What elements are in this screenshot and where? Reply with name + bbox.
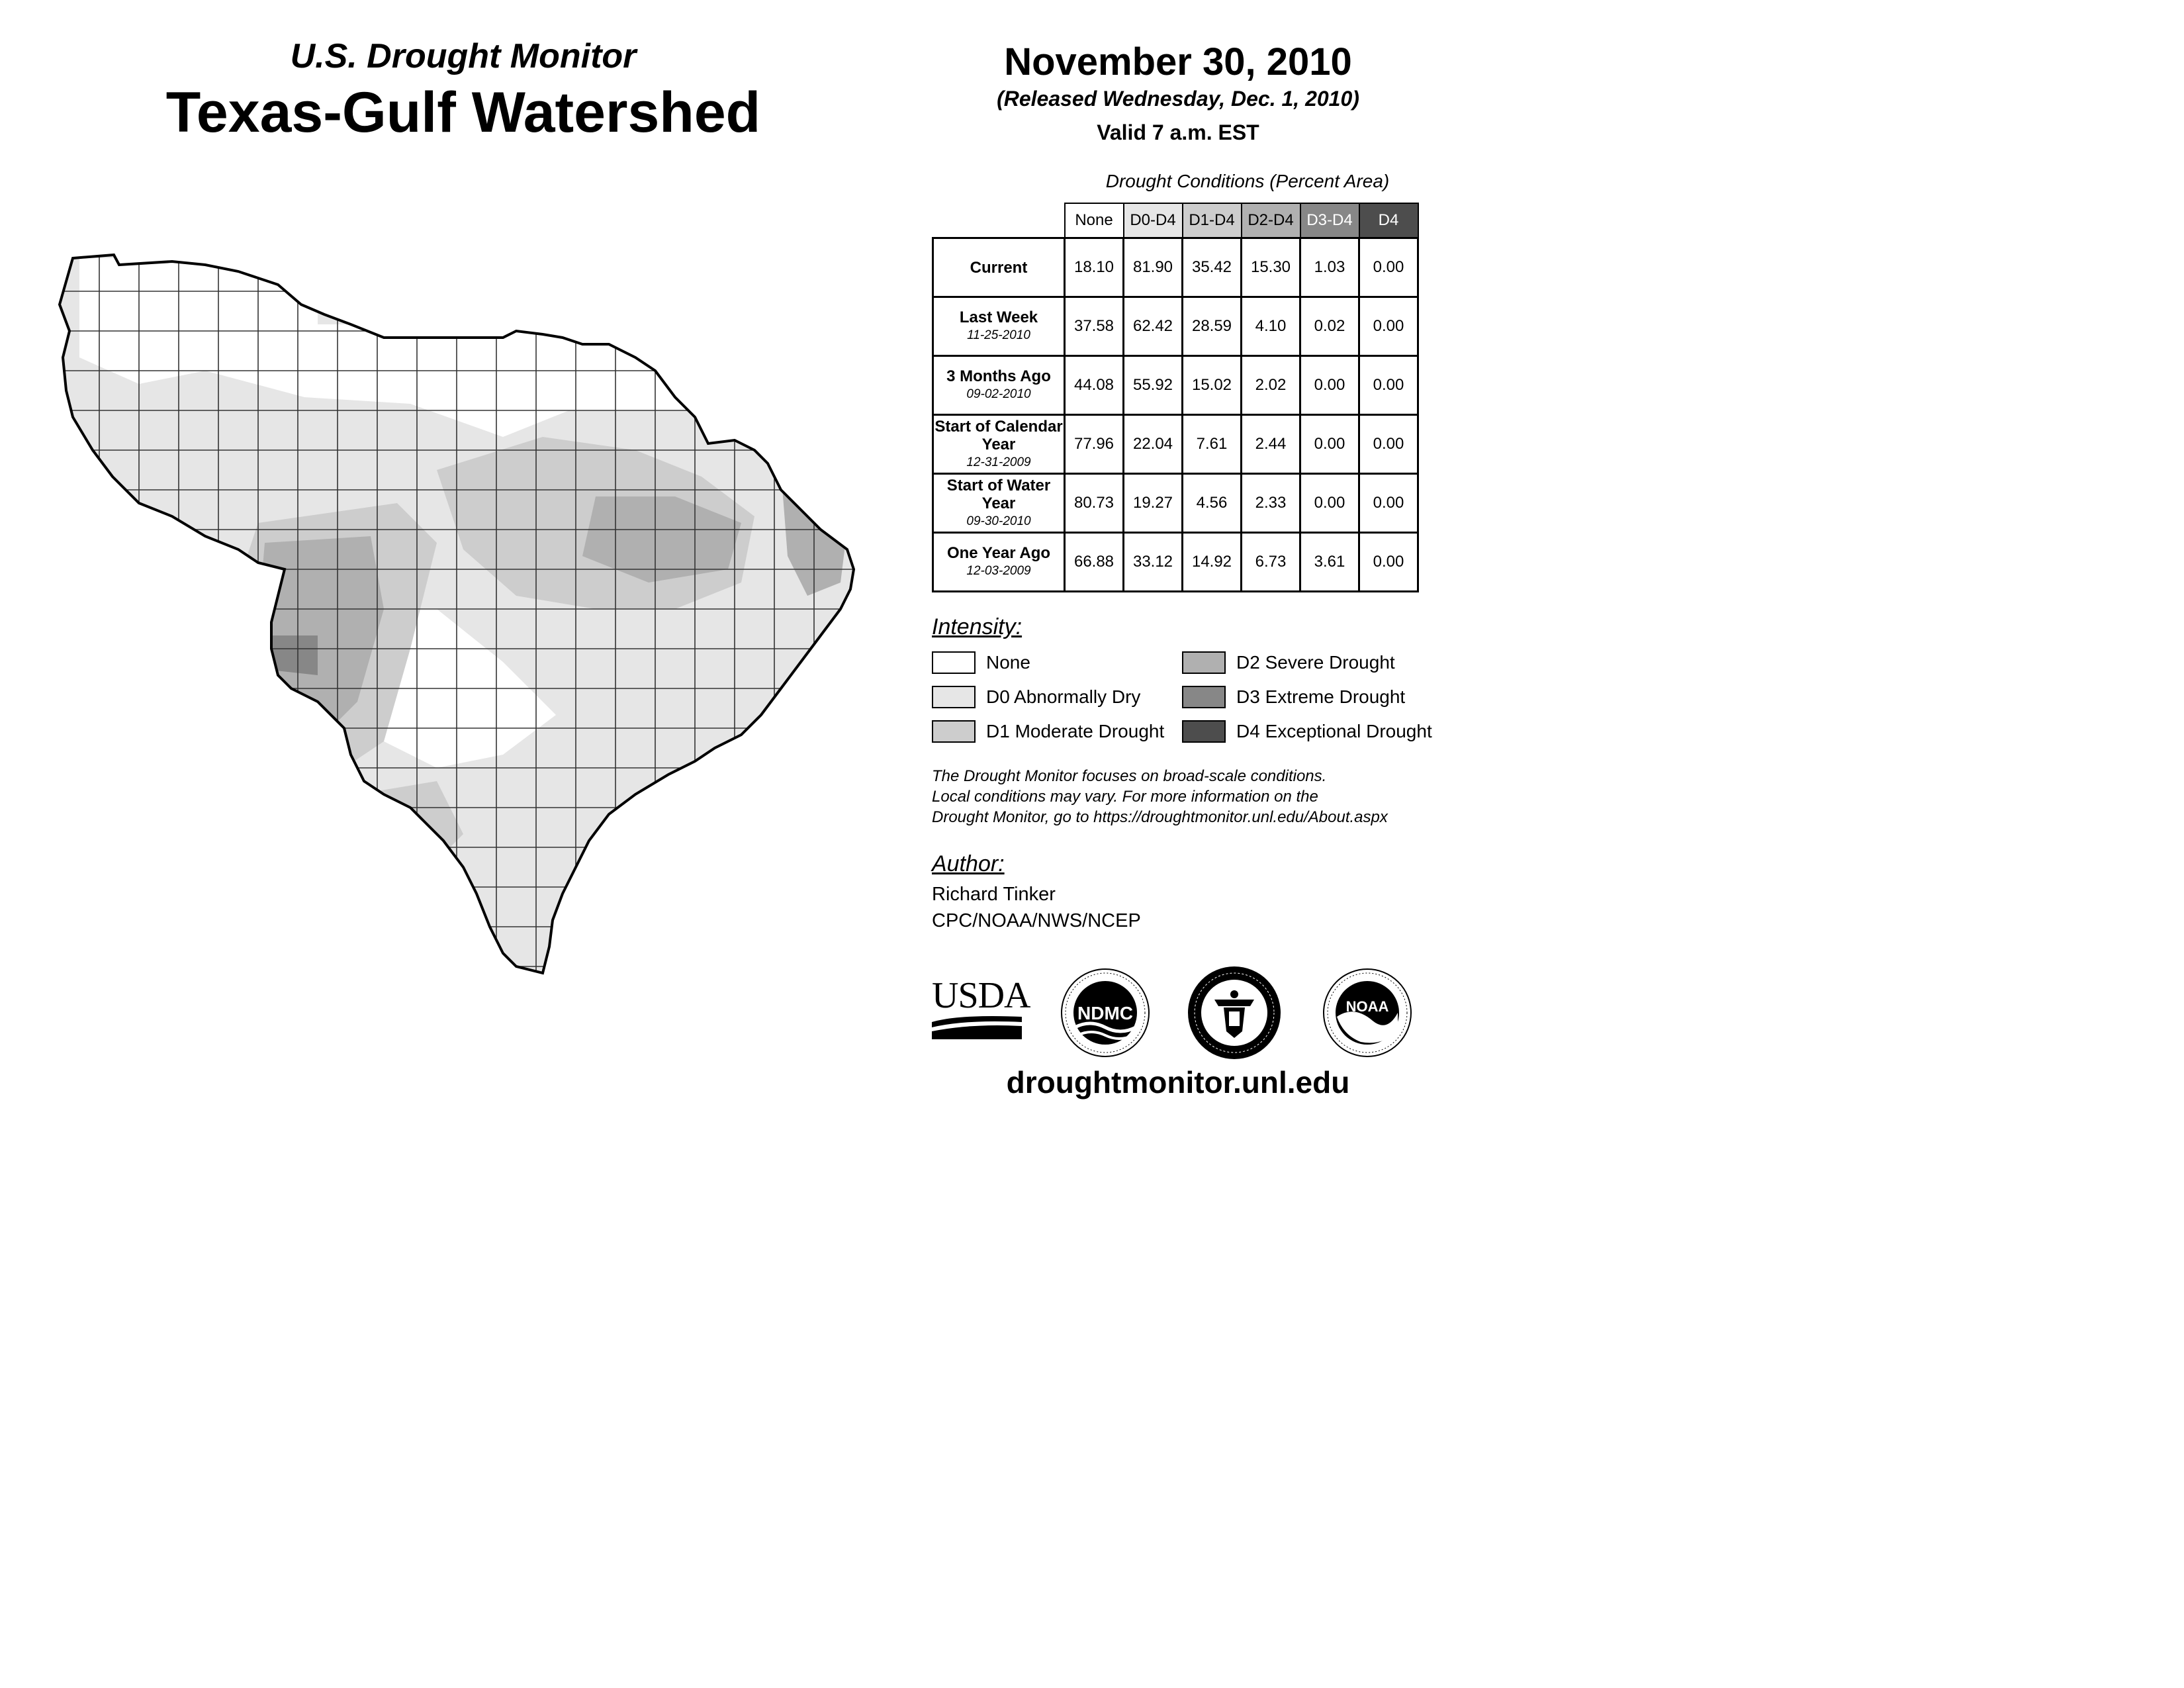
ndmc-logo bbox=[1059, 966, 1152, 1059]
column-header-d1-d4: D1-D4 bbox=[1183, 203, 1242, 238]
note-line: The Drought Monitor focuses on broad-scale conditions. bbox=[932, 767, 1327, 785]
row-date: 11-25-2010 bbox=[967, 328, 1030, 342]
table-row bbox=[933, 297, 1418, 356]
legend-swatch bbox=[1182, 686, 1226, 708]
row-label bbox=[933, 474, 1065, 533]
table-cell: 7.61 bbox=[1183, 415, 1242, 474]
usda-logo bbox=[932, 975, 1030, 1042]
row-date: 09-02-2010 bbox=[966, 387, 1031, 401]
table-cell: 4.10 bbox=[1242, 297, 1300, 356]
note-line: Local conditions may vary. For more information on the bbox=[932, 788, 1318, 806]
table-row bbox=[933, 415, 1418, 474]
legend-item-d3 bbox=[1182, 686, 1405, 708]
column-header-none: None bbox=[1065, 203, 1124, 238]
column-header-d4: D4 bbox=[1359, 203, 1418, 238]
table-cell: 44.08 bbox=[1065, 356, 1124, 415]
table-cell: 0.00 bbox=[1359, 297, 1418, 356]
legend-label: D1 Moderate Drought bbox=[986, 721, 1165, 741]
table-cell: 0.00 bbox=[1359, 415, 1418, 474]
title-block bbox=[132, 36, 794, 146]
column-header-d0-d4: D0-D4 bbox=[1124, 203, 1183, 238]
legend-label: D4 Exceptional Drought bbox=[1236, 721, 1432, 741]
disclaimer-note bbox=[932, 766, 1461, 827]
usda-logo-text: USDA bbox=[932, 975, 1030, 1016]
legend-swatch bbox=[932, 686, 976, 708]
table-cell: 0.00 bbox=[1300, 415, 1359, 474]
table-cell: 14.92 bbox=[1183, 533, 1242, 592]
legend-item-none bbox=[932, 651, 1030, 674]
site-url: droughtmonitor.unl.edu bbox=[1006, 1065, 1350, 1100]
table-cell: 35.42 bbox=[1183, 238, 1242, 297]
legend-swatch bbox=[932, 651, 976, 674]
conditions-table-title: Drought Conditions (Percent Area) bbox=[1105, 171, 1390, 191]
map-date: November 30, 2010 bbox=[1004, 40, 1352, 83]
row-label-text: Start of Water Year bbox=[946, 476, 1051, 512]
watershed-map bbox=[40, 238, 900, 1033]
table-cell: 0.00 bbox=[1359, 474, 1418, 533]
table-cell: 0.00 bbox=[1359, 238, 1418, 297]
legend-label: D2 Severe Drought bbox=[1236, 652, 1395, 673]
author-title: Author: bbox=[932, 851, 1005, 876]
table-row bbox=[933, 533, 1418, 592]
drought-shading bbox=[40, 238, 900, 1033]
table-cell: 3.61 bbox=[1300, 533, 1359, 592]
table-cell: 62.42 bbox=[1124, 297, 1183, 356]
legend-item-d1 bbox=[932, 720, 1164, 743]
conditions-table bbox=[932, 203, 1419, 592]
table-cell: 15.30 bbox=[1242, 238, 1300, 297]
table-cell: 37.58 bbox=[1065, 297, 1124, 356]
row-label bbox=[933, 356, 1065, 415]
table-cell: 4.56 bbox=[1183, 474, 1242, 533]
table-cell: 19.27 bbox=[1124, 474, 1183, 533]
table-cell: 6.73 bbox=[1242, 533, 1300, 592]
legend-item-d0 bbox=[932, 686, 1140, 708]
legend-swatch bbox=[1182, 651, 1226, 674]
row-date: 12-03-2009 bbox=[966, 564, 1031, 578]
table-header-row bbox=[933, 203, 1418, 238]
row-label-text: 3 Months Ago bbox=[946, 367, 1051, 385]
row-label bbox=[933, 415, 1065, 474]
noaa-logo-text: NOAA bbox=[1345, 998, 1389, 1015]
map-title: Texas-Gulf Watershed bbox=[165, 81, 761, 144]
legend-item-d4 bbox=[1182, 720, 1432, 743]
table-cell: 80.73 bbox=[1065, 474, 1124, 533]
table-cell: 0.00 bbox=[1300, 356, 1359, 415]
note-line: Drought Monitor, go to https://droughtmonitor.unl.edu/About.aspx bbox=[932, 808, 1388, 826]
legend-label: None bbox=[986, 652, 1030, 673]
table-cell: 1.03 bbox=[1300, 238, 1359, 297]
legend-title: Intensity: bbox=[932, 614, 1023, 639]
release-date: (Released Wednesday, Dec. 1, 2010) bbox=[997, 87, 1359, 111]
legend-label: D0 Abnormally Dry bbox=[986, 686, 1141, 707]
row-date: 12-31-2009 bbox=[966, 455, 1031, 469]
table-row bbox=[933, 238, 1418, 297]
table-cell: 0.00 bbox=[1300, 474, 1359, 533]
table-cell: 22.04 bbox=[1124, 415, 1183, 474]
row-label bbox=[933, 238, 1065, 297]
legend-label: D3 Extreme Drought bbox=[1236, 686, 1406, 707]
table-cell: 55.92 bbox=[1124, 356, 1183, 415]
valid-time: Valid 7 a.m. EST bbox=[1097, 120, 1259, 144]
table-cell: 81.90 bbox=[1124, 238, 1183, 297]
row-label bbox=[933, 297, 1065, 356]
table-cell: 18.10 bbox=[1065, 238, 1124, 297]
author-org: CPC/NOAA/NWS/NCEP bbox=[932, 910, 1141, 931]
legend-swatch bbox=[1182, 720, 1226, 743]
column-header-d3-d4: D3-D4 bbox=[1300, 203, 1359, 238]
table-cell: 15.02 bbox=[1183, 356, 1242, 415]
legend-item-d2 bbox=[1182, 651, 1395, 674]
table-cell: 2.33 bbox=[1242, 474, 1300, 533]
noaa-logo bbox=[1321, 966, 1414, 1059]
row-label-text: One Year Ago bbox=[946, 544, 1051, 562]
ndmc-logo-text: NDMC bbox=[1077, 1003, 1133, 1023]
table-cell: 77.96 bbox=[1065, 415, 1124, 474]
date-block bbox=[913, 40, 1443, 145]
commerce-seal-icon bbox=[1187, 965, 1282, 1060]
table-cell: 28.59 bbox=[1183, 297, 1242, 356]
usda-wave-icon bbox=[932, 1013, 1022, 1039]
row-label bbox=[933, 533, 1065, 592]
table-cell: 0.02 bbox=[1300, 297, 1359, 356]
table-cell: 0.00 bbox=[1359, 356, 1418, 415]
table-cell: 2.02 bbox=[1242, 356, 1300, 415]
header-blank-cell bbox=[933, 203, 1065, 238]
row-label-text: Last Week bbox=[959, 308, 1038, 326]
legend-swatch bbox=[932, 720, 976, 743]
table-row bbox=[933, 356, 1418, 415]
row-date: 09-30-2010 bbox=[966, 514, 1031, 528]
author-name: Richard Tinker bbox=[932, 884, 1056, 905]
table-cell: 66.88 bbox=[1065, 533, 1124, 592]
column-header-d2-d4: D2-D4 bbox=[1242, 203, 1300, 238]
table-cell: 2.44 bbox=[1242, 415, 1300, 474]
table-cell: 33.12 bbox=[1124, 533, 1183, 592]
row-label-text: Start of Calendar Year bbox=[934, 417, 1063, 453]
table-cell: 0.00 bbox=[1359, 533, 1418, 592]
map-subtitle: U.S. Drought Monitor bbox=[290, 37, 637, 75]
row-label-text: Current bbox=[970, 258, 1028, 277]
table-row bbox=[933, 474, 1418, 533]
